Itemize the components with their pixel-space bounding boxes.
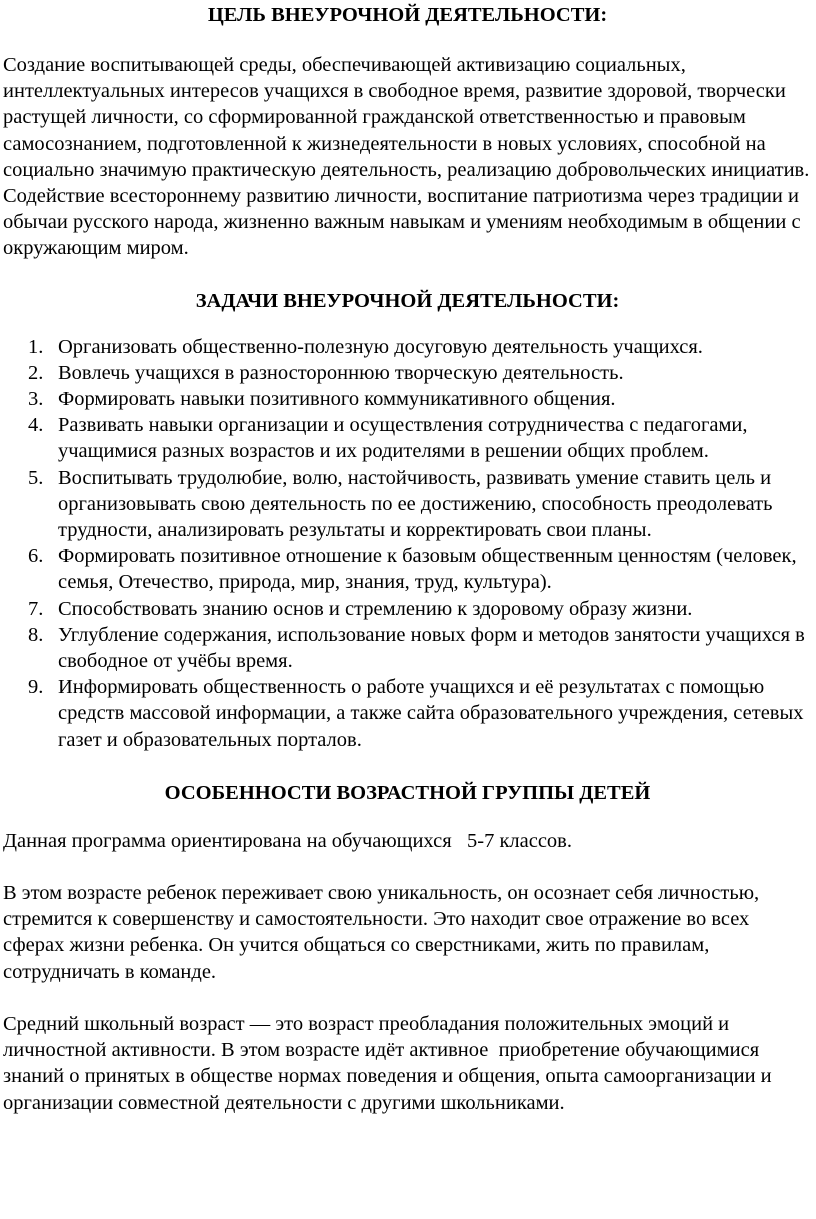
list-number: 2. [28,361,44,384]
list-item [3,596,812,622]
list-item [3,412,812,464]
list-item-text: Вовлечь учащихся в разностороннюю творческую деятельность. [58,361,624,384]
list-number: 5. [28,466,44,489]
features-paragraph-uniqueness: В этом возрасте ребенок переживает свою уникальность, он осознает себя личностью, стремится к совершенству и самостоятельности. Это находит свое отражение во всех сферах жизни ребенка. Он учится общаться со сверстниками, жить по правилам, сотрудничать в команде. [3,882,760,983]
list-item-text: Углубление содержания, использование новых форм и методов занятости учащихся в свободное от учёбы время. [58,623,805,673]
list-item [3,334,812,360]
features-heading: ОСОБЕННОСТИ ВОЗРАСТНОЙ ГРУППЫ ДЕТЕЙ [164,781,651,804]
list-item-text: Воспитывать трудолюбие, волю, настойчивость, развивать умение ставить цель и организовывать свою деятельность по ее достижению, способность преодолевать трудности, анализировать результаты и корректировать свои планы. [58,466,773,542]
list-item-text: Формировать навыки позитивного коммуникативного общения. [58,388,616,411]
features-paragraph-middle-age: Средний школьный возраст — это возраст преобладания положительных эмоций и личностной активности. В этом возрасте идёт активное приобретение обучающимися знаний о принятых в обществе нормах поведения и общения, опыта самоорганизации и организации совместной деятельности с другими школьниками. [3,1012,777,1114]
list-item [3,360,812,386]
goal-heading: ЦЕЛЬ ВНЕУРОЧНОЙ ДЕЯТЕЛЬНОСТИ: [207,4,608,26]
goal-paragraph: Создание воспитывающей среды, обеспечивающей активизацию социальных, интеллектуальных интересов учащихся в свободное время, развитие здоровой, творчески растущей личности, со сформированной гражданской ответственностью и правовым самосознанием, подготовленной к жизнедеятельности в новых условиях, способной на социально значимую практическую деятельность, реализацию добровольческих инициатив. Содействие всестороннему развитию личности, воспитание патриотизма через традиции и обычаи русского народа, жизненно важным навыкам и умениям необходимым в общении с окружающим миром. [3,54,810,260]
list-item-text: Формировать позитивное отношение к базовым общественным ценностям (человек, семья, Отечество, природа, мир, знания, труд, культура). [58,545,797,594]
list-number: 7. [28,597,44,620]
list-item [3,543,812,595]
list-number: 9. [28,676,44,699]
list-number: 6. [28,545,44,568]
list-item [3,386,812,412]
tasks-list [3,334,812,753]
list-number: 4. [28,414,44,437]
list-item [3,674,812,753]
list-item-text: Информировать общественность о работе учащихся и её результатах с помощью средств массовой информации, а также сайта образовательного учреждения, сетевых газет и образовательных порталов. [58,676,804,751]
features-paragraph-program: Данная программа ориентирована на обучающихся 5-7 классов. [3,829,572,852]
list-item-text: Способствовать знанию основ и стремлению к здоровому образу жизни. [58,597,693,620]
list-number: 1. [28,335,44,358]
list-item [3,622,812,674]
list-item-text: Развивать навыки организации и осуществления сотрудничества с педагогами, учащимися разных возрастов и их родителями в решении общих проблем. [58,414,748,463]
list-number: 3. [28,388,44,411]
list-number: 8. [28,623,44,646]
list-item-text: Организовать общественно-полезную досуговую деятельность учащихся. [58,335,703,358]
tasks-heading: ЗАДАЧИ ВНЕУРОЧНОЙ ДЕЯТЕЛЬНОСТИ: [195,289,620,312]
list-item [3,465,812,544]
